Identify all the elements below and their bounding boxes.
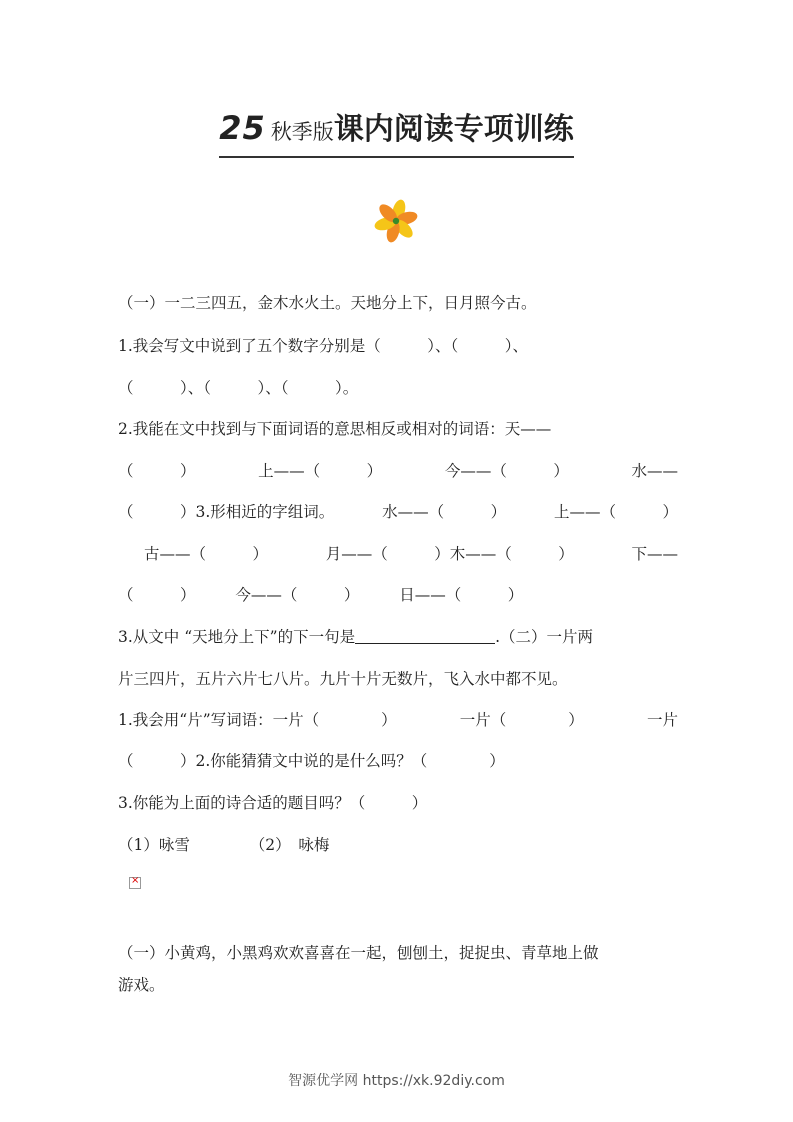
question-1-4-text: 3.从文中 “天地分上下”的下一句是 — [118, 628, 356, 646]
blank-item: 水—— — [631, 462, 678, 480]
title-number: 25 — [219, 109, 266, 147]
section-2-start: .（二）一片两 — [495, 628, 594, 646]
blank-item: 月——（ ）木——（ ） — [325, 545, 574, 563]
question-2-2: （ ）2.你能猜猜文中说的是什么吗？（ ） — [118, 752, 505, 770]
blank-item: 一片（ ） — [459, 711, 584, 729]
blank-item: 上——（ ） — [553, 503, 678, 521]
blank-item: 上——（ ） — [258, 462, 383, 480]
blank-item: （ ）3.形相近的字组词。 — [118, 503, 335, 521]
page-title — [0, 108, 793, 158]
footer-watermark: 智源优学网 https://xk.92diy.com — [288, 1073, 505, 1089]
broken-image-icon: × — [129, 877, 141, 889]
flower-center — [393, 218, 399, 224]
question-1-1: 1.我会写文中说到了五个数字分别是（ ）、（ ）、 — [118, 337, 529, 355]
flower-icon — [373, 198, 419, 244]
blank-item: 1.我会用“片”写词语：一片（ ） — [118, 711, 397, 729]
question-1-3-row-3 — [118, 580, 678, 610]
question-1-2: 2.我能在文中找到与下面词语的意思相反或相对的词语：天—— — [118, 420, 552, 438]
title-main: 课内阅读专项训练 — [333, 112, 574, 147]
blank-item: （ ） — [118, 462, 196, 480]
blank-item: 古——（ ） — [144, 545, 269, 563]
question-2-3-options — [118, 830, 678, 860]
passage-2: 片三四片，五片六片七八片。九片十片无数片，飞入水中都不见。 — [118, 670, 568, 688]
question-1-4 — [118, 622, 678, 652]
passage-3: （一）小黄鸡，小黑鸡欢欢喜喜在一起，刨刨土，捉捉虫、青草地上做 — [118, 944, 599, 962]
blank-item: （ ） — [118, 586, 196, 604]
blank-item: 今——（ ） — [235, 586, 360, 604]
blank-item: 今——（ ） — [444, 462, 569, 480]
question-1-3-row-2 — [118, 539, 678, 569]
blank-item: 下—— — [631, 545, 678, 563]
title-season: 秋季版 — [270, 120, 334, 144]
title-underline — [219, 108, 574, 158]
blank-item: 日——（ ） — [399, 586, 524, 604]
passage-3-cont: 游戏。 — [118, 976, 165, 994]
passage-1: （一）一二三四五，金木水火土。天地分上下，日月照今古。 — [118, 294, 537, 312]
question-1-1-cont: （ ）、（ ）、（ ）。 — [118, 379, 359, 397]
blank-item: 一片 — [646, 711, 678, 729]
option-2: （2） 咏梅 — [249, 836, 330, 854]
option-1: （1）咏雪 — [118, 836, 190, 854]
question-2-1 — [118, 705, 678, 735]
question-1-2-row-1 — [118, 456, 678, 486]
question-2-3: 3.你能为上面的诗合适的题目吗？（ ） — [118, 794, 428, 812]
blank-item: 水——（ ） — [382, 503, 507, 521]
answer-blank[interactable] — [355, 625, 495, 644]
question-1-3 — [118, 497, 678, 527]
